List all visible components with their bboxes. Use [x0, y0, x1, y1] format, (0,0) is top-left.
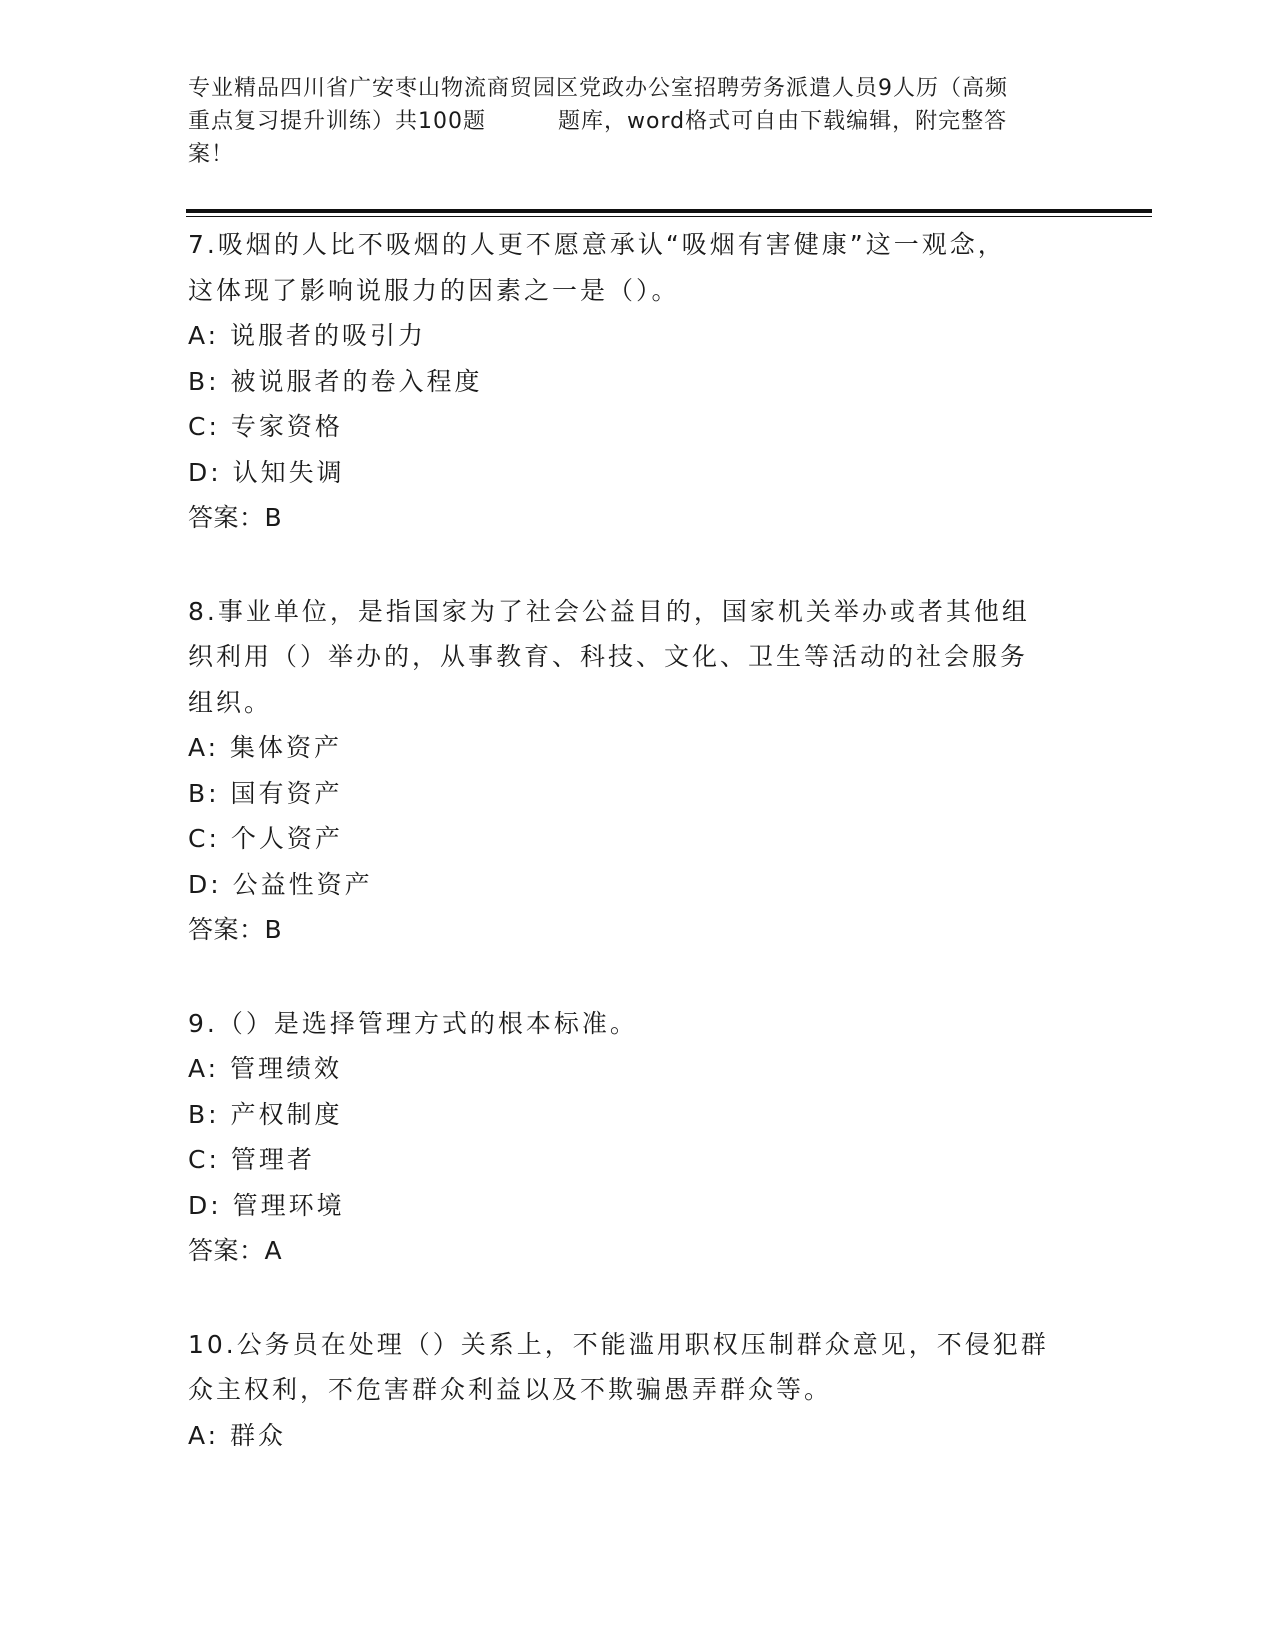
answer-label: 答案：A	[188, 1236, 283, 1265]
question-text-line: 这体现了影响说服力的因素之一是（）。	[188, 275, 680, 305]
option-d: D: 管理环境	[188, 1190, 345, 1220]
option-b: B: 产权制度	[188, 1099, 343, 1129]
question-9	[188, 1001, 1088, 1274]
answer-label: 答案：B	[188, 915, 283, 944]
question-text-line: 织利用（）举办的，从事教育、科技、文化、卫生等活动的社会服务	[188, 642, 1029, 671]
question-text-line: 组织。	[188, 687, 273, 717]
header-line-2-part-1: 重点复习提升训练）共100题	[188, 109, 486, 134]
option-d: D: 公益性资产	[188, 869, 373, 899]
option-c: C: 管理者	[188, 1145, 315, 1174]
question-text-line: 9.（）是选择管理方式的根本标准。	[188, 1008, 638, 1038]
option-a: A: 说服者的吸引力	[188, 321, 427, 350]
header-line-3: 案！	[188, 142, 235, 167]
header-line-1: 专业精品四川省广安枣山物流商贸园区党政办公室招聘劳务派遣人员9人历（高频	[188, 76, 1008, 101]
document-header	[188, 72, 1088, 171]
question-text-line: 10.公务员在处理（）关系上，不能滥用职权压制群众意见，不侵犯群	[188, 1329, 1049, 1359]
question-8	[188, 589, 1088, 953]
option-a: A: 管理绩效	[188, 1054, 343, 1083]
option-d: D: 认知失调	[188, 457, 345, 487]
question-7	[188, 222, 1088, 541]
option-b: B: 国有资产	[188, 778, 343, 808]
option-c: C: 专家资格	[188, 412, 343, 441]
question-text-line: 8.事业单位，是指国家为了社会公益目的，国家机关举办或者其他组	[188, 596, 1030, 626]
header-line-2-part-2: 题库，word格式可自由下载编辑，附完整答	[558, 109, 1008, 134]
question-text-line: 众主权利，不危害群众利益以及不欺骗愚弄群众等。	[188, 1375, 833, 1404]
header-line-2	[188, 105, 1088, 138]
question-list	[188, 222, 1088, 1506]
answer-label: 答案：B	[188, 503, 283, 532]
option-b: B: 被说服者的卷入程度	[188, 366, 483, 396]
option-a: A: 群众	[188, 1420, 287, 1450]
question-text-line: 7.吸烟的人比不吸烟的人更不愿意承认“吸烟有害健康”这一观念，	[188, 230, 1006, 259]
header-divider-thick	[186, 209, 1152, 213]
header-divider-thin	[186, 216, 1152, 217]
option-c: C: 个人资产	[188, 824, 343, 853]
option-a: A: 集体资产	[188, 733, 343, 762]
question-10	[188, 1322, 1088, 1459]
